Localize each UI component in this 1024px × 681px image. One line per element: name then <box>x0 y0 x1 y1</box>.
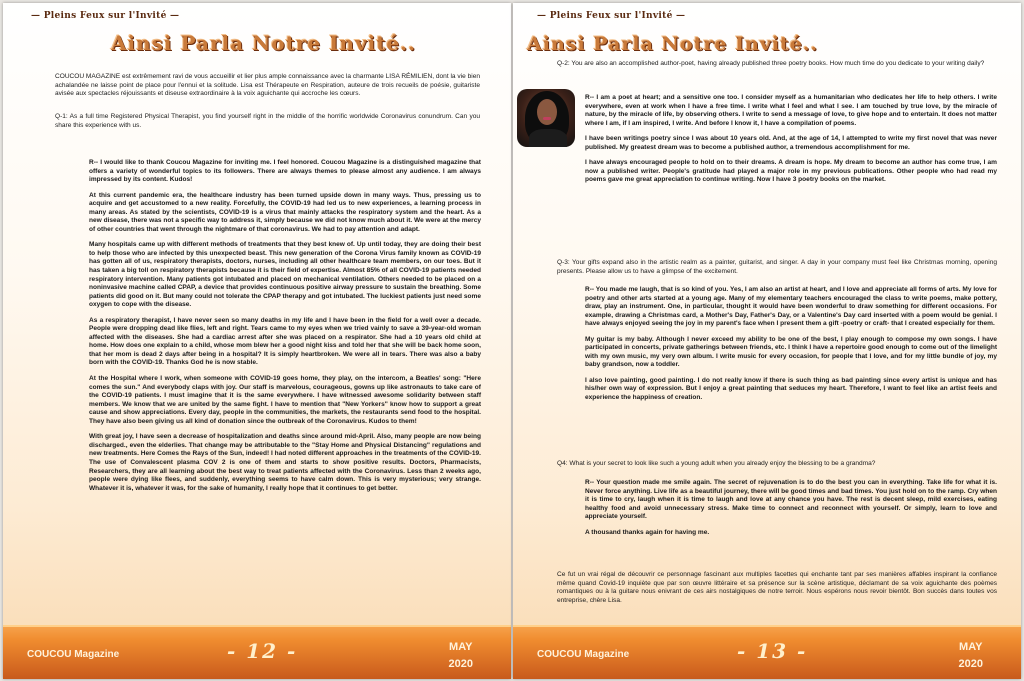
issue-month: MAY <box>959 641 983 653</box>
answer-2-paragraph: I have always encouraged people to hold on to their dreams. A dream is hope. My dream to become an author has come true, I am now a published writer. People's gratitude had played a major role in my previous publications. Other people who had read my poems gave me great appreciation to continue writing. Now I have 3 poetry books on the market. <box>585 159 997 184</box>
intro-paragraph <box>55 73 480 106</box>
issue-date <box>449 639 473 673</box>
page-footer <box>3 625 511 679</box>
question-3 <box>557 259 997 283</box>
answer-1 <box>89 159 481 500</box>
answer-2-paragraph: R-- I am a poet at heart; and a sensitive one too. I consider myself as a humanitarian who dedicates her life to help others. I write everywhere, even at work when I have a free time. I write what I feel and what I see. I am touched by true love, by the miracle of nature, by the miracle of life, by observing others. I write to send a message of love, to give hope and to entertain. It does not matter where I am, if I am inspired, I write. And before I know it, I have a compilation of poems. <box>585 94 997 127</box>
footer-magazine-name: COUCOU Magazine <box>537 649 630 660</box>
question-2-text: Q-2: You are also an accomplished author-poet, having already published three poetry books. How much time do you dedicate to your writing daily? <box>557 60 985 67</box>
page-footer <box>513 625 1021 679</box>
answer-4 <box>585 479 997 544</box>
answer-1-paragraph: With great joy, I have seen a decrease of hospitalization and deaths since around mid-April. Also, many people are now being discharged., even the elderlies. That change may be attributable to the "Stay Home and Physical Distancing" regulations and new treatments. Here Comes the Rays of the Sun, indeed! I had noted different approaches in the treatments of the COVID-19. The use of Convalescent plasma COV 2 is one of them and starts to show positive results. Doctors, Pharmacists, Researchers, they are all learning about the best way to treat patients affected with the Coronavirus. Less than 2 weeks ago, people were dying like flees, and suddenly, everything seems to have calm down. This is very mysterious; very strange. Whatever it is, whatever it was, for the sake of humanity, I really hope that it continues to get better. <box>89 433 481 492</box>
intro-text: COUCOU MAGAZINE est extrêmement ravi de vous accueillir et lier plus ample connaissance avec la charmante LISA RÉMILIEN, dont la vie bien achalandée ne laisse point de place pour l'ennui et la solitude. Lisa est Thérapeute en Respiration, auteure de trois recueils de poésie, guitariste avisée aux spectacles réjouissants et diseuse extraordinaire à la voix aguichante qui accroche les cœurs. <box>55 73 480 98</box>
issue-date <box>959 639 983 673</box>
page-number: - 12 - <box>227 639 298 663</box>
page-13 <box>513 3 1021 679</box>
issue-year: 2020 <box>448 658 473 670</box>
section-kicker: — Pleins Feux sur l'Invité — <box>537 11 686 21</box>
question-1 <box>55 113 480 137</box>
question-1-text: Q-1: As a full time Registered Physical Therapist, you find yourself right in the middle of the horrific worldwide Coronavirus conundrum. Can you share this experience with us. <box>55 113 480 129</box>
question-2 <box>557 60 997 76</box>
answer-1-paragraph: R-- I would like to thank Coucou Magazine for inviting me. I feel honored. Coucou Magazine is a distinguished magazine that offers a variety of wonderful topics to its followers. There are always themes to please almost any audience. I am always impressed by its content. Kudos! <box>89 159 481 184</box>
answer-3 <box>585 286 997 410</box>
answer-1-paragraph: As a respiratory therapist, I have never seen so many deaths in my life and I have been in the field for a well over a decade. People were dropping dead like flies, left and right. Tears came to my eyes when we tried vainly to save a 39-year-old woman affected with the diseases. She had a cardiac arrest after she was placed on a respirator. She had a 10 years old child at home. How does one explain to a child, whose mom blew her a good night kiss and told her that she will be back home soon, that her mom is dead 2 days after being in a hospital? It is simply heartbroken. We were all in tears. There was also a baby born with the COVID-19. Thanks God he is now stable. <box>89 316 481 367</box>
answer-1-paragraph: At this current pandemic era, the healthcare industry has been turned upside down in many ways. Thus, pressing us to acquire and get accustomed to a new reality. Forcefully, the COVID-19 had led us to new experiences, a learning process in many areas. As stated by the scientists, COVID-19 is a virus that mainly attacks the respiratory system and the heart. As a new disease, there was not a specific way to address it, simply because we did not know much about it. We were at the mercy of other countries that went through the nightmare of that coronavirus. We had to pay attention and adapt. <box>89 191 481 233</box>
page-headline: Ainsi Parla Notre Invité.. <box>527 33 819 55</box>
answer-1-paragraph: Many hospitals came up with different methods of treatments that they best knew of. Up until today, they are doing their best to help those who are infected by this unexpected beast. This new generation of the Corona Virus family known as COVID-19 has gotten all of us, respiratory therapists, doctors, nurses, including all other healthcare team members, on our toes. But it has taken a big toll on respiratory therapists because it is their field of expertise. Almost 85% of all COVID-19 patients needed respiratory intervention. Many patients got intubated and placed on mechanical ventilation. Others needed to be placed on a noninvasive machine called CPAP, a device that provides continuous positive airway pressure to sustain the breathing. Some patients did good on it. But many could not tolerate the CPAP therapy and got intubated. The luckiest patients just need some oxygen to cope with the disease. <box>89 241 481 309</box>
answer-3-paragraph: I also love painting, good painting. I do not really know if there is such thing as bad painting since every artist is unique and has his/her own way of expression. But I enjoy a great painting that seduces my heart. Therefore, I want to feel like an artist feels and experience the happiness of creation. <box>585 376 997 402</box>
closing-text: Ce fut un vrai régal de découvrir ce personnage fascinant aux multiples facettes qui enchante tant par ses manières affables inspirant la confiance même quand Covid-19 inquiète que par son œuvre littéraire et sa présence sur la scène artistique, déclamant de sa voix aguichante des poèmes romantiques ou à la guitare nous enivrant de ces airs nostalgiques de notre terroir. Nous espérons nous revoir bientôt. Bon succès dans toutes vos entreprise, chère Lisa. <box>557 571 997 604</box>
page-number: - 13 - <box>737 639 808 663</box>
section-kicker: — Pleins Feux sur l'Invité — <box>31 11 180 21</box>
footer-magazine-name: COUCOU Magazine <box>27 649 120 660</box>
answer-4-paragraph: R-- Your question made me smile again. The secret of rejuvenation is to do the best you can in everything. Take life for what it is. Never force anything. Live life as a beautiful journey, there will be good times and bad times. You just hold on to the ramp. Cry when it is time to cry, laugh when it is time to laugh and love at any chance you have. The rest is decent sleep, mild exercises, eating healthy food and avoid unnecessary stress. Make time to connect and reconnect with yourself. Or simply, learn to love and appreciate yourself. <box>585 479 997 521</box>
answer-2-paragraph: I have been writings poetry since I was about 10 years old. And, at the age of 14, I attempted to write my first novel that was never published. My greatest dream was to become a published author, a tremendous accomplishment for me. <box>585 135 997 151</box>
issue-year: 2020 <box>958 658 983 670</box>
answer-4-thanks: A thousand thanks again for having me. <box>585 528 710 536</box>
issue-month: MAY <box>449 641 473 653</box>
answer-3-paragraph: R-- You made me laugh, that is so kind of you. Yes, I am also an artist at heart, and I love and appreciate all forms of arts. My love for poetry and other arts started at a young age. Many of my elementary teachers encouraged the class to write poems, make pottery, draw, play an instrument. One, in particular, thought it would have been wonderful to draw something for different occasions. For example, drawing a Christmas card, a Mother's Day, Father's Day, or a Valentine's Day card inserted with a poem would be genial. I have always enjoyed seeing the joy in my parent's face when I present them a gift -poetry or craft- that I created especially for them. <box>585 286 997 328</box>
answer-2 <box>585 94 997 192</box>
question-4 <box>557 460 997 476</box>
question-4-text: Q4: What is your secret to look like such a young adult when you already enjoy the blessing to be a grandma? <box>557 460 876 467</box>
answer-3-paragraph: My guitar is my baby. Although I never exceed my ability to be one of the best, I play enough to compose my own songs. I have participated in concerts, private gatherings between friends, etc. I think I have a repertoire good enough to come out of the limelight with my own music, my very own album. I write music for every occasion, for people that I love, and for my little bundle of joy, my baby grandson, now a toddler. <box>585 335 997 369</box>
page-12 <box>3 3 511 679</box>
answer-1-paragraph: At the Hospital where I work, when someone with COVID-19 goes home, they play, on the intercom, a Beatles' song: "Here comes the sun." And everybody claps with joy. Our staff is marvelous, courageous, gowns up like astronauts to take care of the COVID-19 patients. I must imagine that it is the same everywhere. I have witnessed awesome solidarity between staff members. We know that we are united by the same fight. I have to mention that "New Yorkers" know how to support a great cause and show appreciations. Every day, people in the communities, the markets, the restaurants send food to the hospital. They have also been giving us all kind of donation since the outbreak of the Coronavirus. Kudos to them! <box>89 375 481 425</box>
question-3-text: Q-3: Your gifts expand also in the artistic realm as a painter, guitarist, and singer. A day in your company must feel like Christmas morning, opening presents. Please allow us to have a glimpse of the excitement. <box>557 259 997 275</box>
guest-portrait-photo <box>517 89 575 147</box>
page-headline: Ainsi Parla Notre Invité.. <box>111 31 417 55</box>
closing-paragraph <box>557 571 997 612</box>
